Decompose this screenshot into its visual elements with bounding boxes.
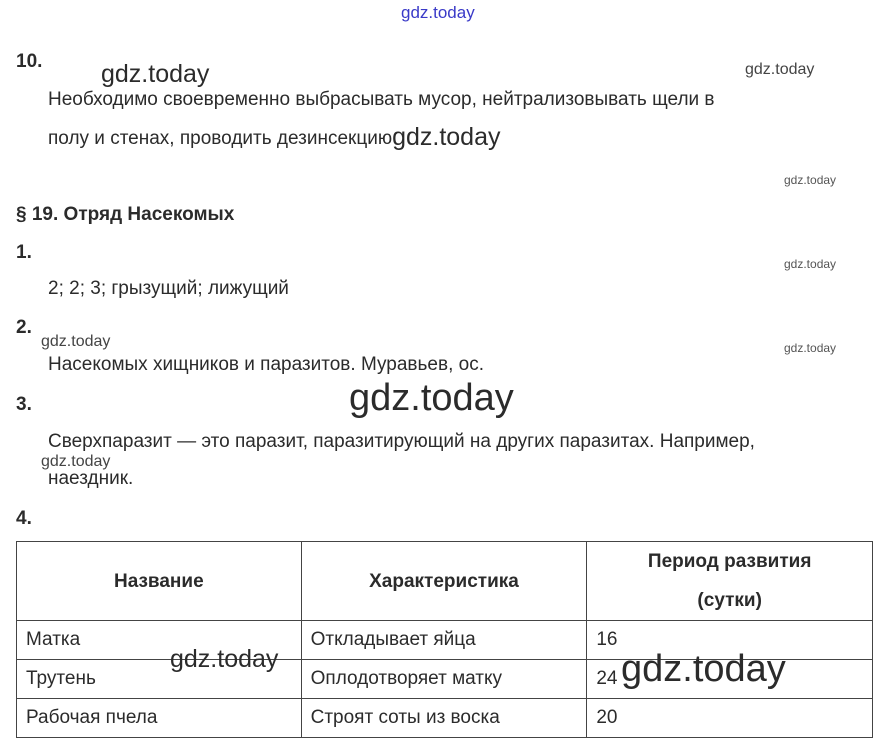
answer-text: Сверхпаразит — это паразит, паразитирующий на других паразитах. Например, — [48, 431, 755, 452]
table-cell: Трутень — [17, 660, 302, 699]
table-cell: Откладывает яйца — [301, 621, 587, 660]
table-cell: 24 — [587, 660, 873, 699]
question-number: 4. — [16, 508, 32, 529]
watermark: gdz.today — [41, 453, 111, 470]
watermark: gdz.today — [784, 341, 837, 355]
column-header-period: Период развития (сутки) — [587, 542, 873, 621]
question-number: 2. — [16, 317, 32, 338]
watermark: gdz.today — [41, 333, 111, 350]
column-header-name: Название — [17, 542, 302, 621]
watermark: gdz.today — [349, 377, 514, 419]
table-cell: Рабочая пчела — [17, 699, 302, 738]
watermark: gdz.today — [101, 60, 210, 88]
answer-text: Насекомых хищников и паразитов. Муравьев, ос. — [48, 354, 484, 375]
question-number: 3. — [16, 394, 32, 415]
watermark: gdz.today — [784, 173, 837, 187]
watermark: gdz.today — [170, 645, 279, 673]
table-header-row — [17, 542, 873, 621]
watermark: gdz.today — [392, 123, 501, 151]
table-row — [17, 699, 873, 738]
bee-caste-table — [16, 541, 873, 738]
table-cell: 16 — [587, 621, 873, 660]
table-cell: Строят соты из воска — [301, 699, 587, 738]
column-header-characteristic: Характеристика — [301, 542, 587, 621]
watermark: gdz.today — [784, 257, 837, 271]
table-cell: Оплодотворяет матку — [301, 660, 587, 699]
answer-text: Необходимо своевременно выбрасывать мусор, нейтрализовывать щели в — [48, 89, 715, 110]
question-number: 10. — [16, 51, 43, 72]
watermark-top: gdz.today — [401, 3, 475, 22]
watermark: gdz.today — [621, 648, 786, 690]
question-number: 1. — [16, 242, 32, 263]
answer-text: 2; 2; 3; грызущий; лижущий — [48, 278, 289, 299]
table-cell: 20 — [587, 699, 873, 738]
answer-text: наездник. — [48, 468, 134, 489]
watermark: gdz.today — [745, 61, 815, 78]
section-title: § 19. Отряд Насекомых — [16, 204, 235, 225]
table-cell: Матка — [17, 621, 302, 660]
answer-text: полу и стенах, проводить дезинсекцию — [48, 128, 393, 149]
